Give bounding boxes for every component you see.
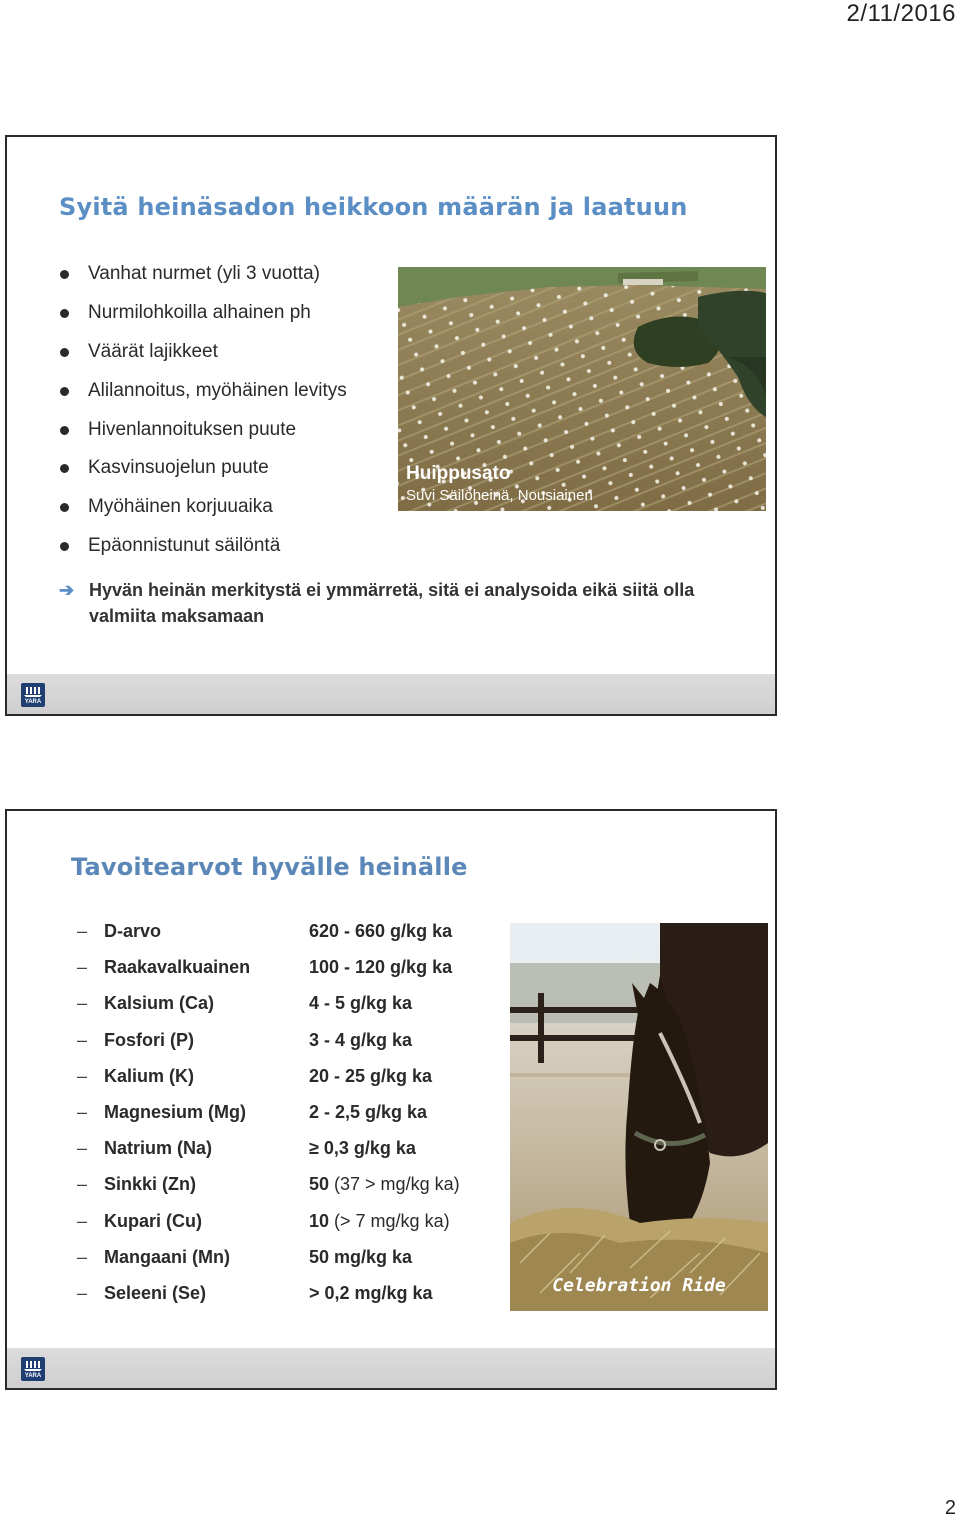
bullet-item: Alilannoitus, myöhäinen levitys [57, 378, 347, 417]
value-row: – Kupari (Cu) 10 (> 7 mg/kg ka) [77, 1210, 450, 1231]
value-row: – Raakavalkuainen 100 - 120 g/kg ka [77, 957, 453, 978]
slide-2 [5, 809, 777, 1390]
bullet-item: Kasvinsuojelun puute [57, 455, 347, 494]
slide-title: Tavoitearvot hyvälle heinälle [71, 853, 468, 881]
yara-logo: YARA [21, 683, 45, 707]
bullet-item: Myöhäinen korjuuaika [57, 494, 347, 533]
value-row: – Seleeni (Se) > 0,2 mg/kg ka [77, 1282, 433, 1303]
conclusion-text: ➔ Hyvän heinän merkitystä ei ymmärretä, sitä ei analysoida eikä siitä olla valmiita maksamaan [59, 577, 719, 629]
bullet-item: Hivenlannoituksen puute [57, 417, 347, 456]
value-row: – Mangaani (Mn) 50 mg/kg ka [77, 1246, 413, 1267]
bullet-dot-icon [60, 426, 69, 435]
value-row: – Sinkki (Zn) 50 (37 > mg/kg ka) [77, 1174, 460, 1195]
page-date: 2/11/2016 [846, 0, 956, 27]
bullet-dot-icon [60, 387, 69, 396]
yara-logo: YARA [21, 1357, 45, 1381]
bullet-item: Väärät lajikkeet [57, 339, 347, 378]
slide-title: Syitä heinäsadon heikkoon määrän ja laatuun [59, 193, 688, 221]
bullet-dot-icon [60, 542, 69, 551]
photo-caption-title: Huippusato [406, 463, 511, 484]
bullet-dot-icon [60, 348, 69, 357]
value-row: – Kalsium (Ca) 4 - 5 g/kg ka [77, 993, 413, 1014]
bullet-dot-icon [60, 503, 69, 512]
bullet-item: Nurmilohkoilla alhainen ph [57, 300, 347, 339]
value-row: – D-arvo 620 - 660 g/kg ka [77, 921, 453, 941]
bullet-dot-icon [60, 464, 69, 473]
photo-caption: Celebration Ride [552, 1275, 726, 1296]
value-row: – Magnesium (Mg) 2 - 2,5 g/kg ka [77, 1101, 428, 1122]
field-photo [398, 267, 766, 511]
horse-photo [510, 923, 768, 1311]
bullet-item: Vanhat nurmet (yli 3 vuotta) [57, 261, 347, 300]
slide-footer [7, 674, 775, 714]
horse-photo-image [510, 923, 768, 1311]
viking-ship-icon [24, 1360, 42, 1371]
slide-footer [7, 1348, 775, 1388]
bullet-dot-icon [60, 309, 69, 318]
bullet-list [57, 261, 347, 572]
slide-1 [5, 135, 777, 716]
bullet-item: Epäonnistunut säilöntä [57, 533, 347, 572]
arrow-right-icon: ➔ [59, 580, 75, 600]
page-number: 2 [944, 1497, 956, 1519]
target-values-list [77, 921, 497, 1319]
value-row: – Fosfori (P) 3 - 4 g/kg ka [77, 1029, 413, 1050]
photo-caption-subtitle: Suvi Säilöheinä, Nousiainen [406, 487, 593, 504]
bullet-dot-icon [60, 270, 69, 279]
value-row: – Natrium (Na) ≥ 0,3 g/kg ka [77, 1138, 416, 1159]
value-row: – Kalium (K) 20 - 25 g/kg ka [77, 1065, 433, 1086]
viking-ship-icon [24, 686, 42, 697]
